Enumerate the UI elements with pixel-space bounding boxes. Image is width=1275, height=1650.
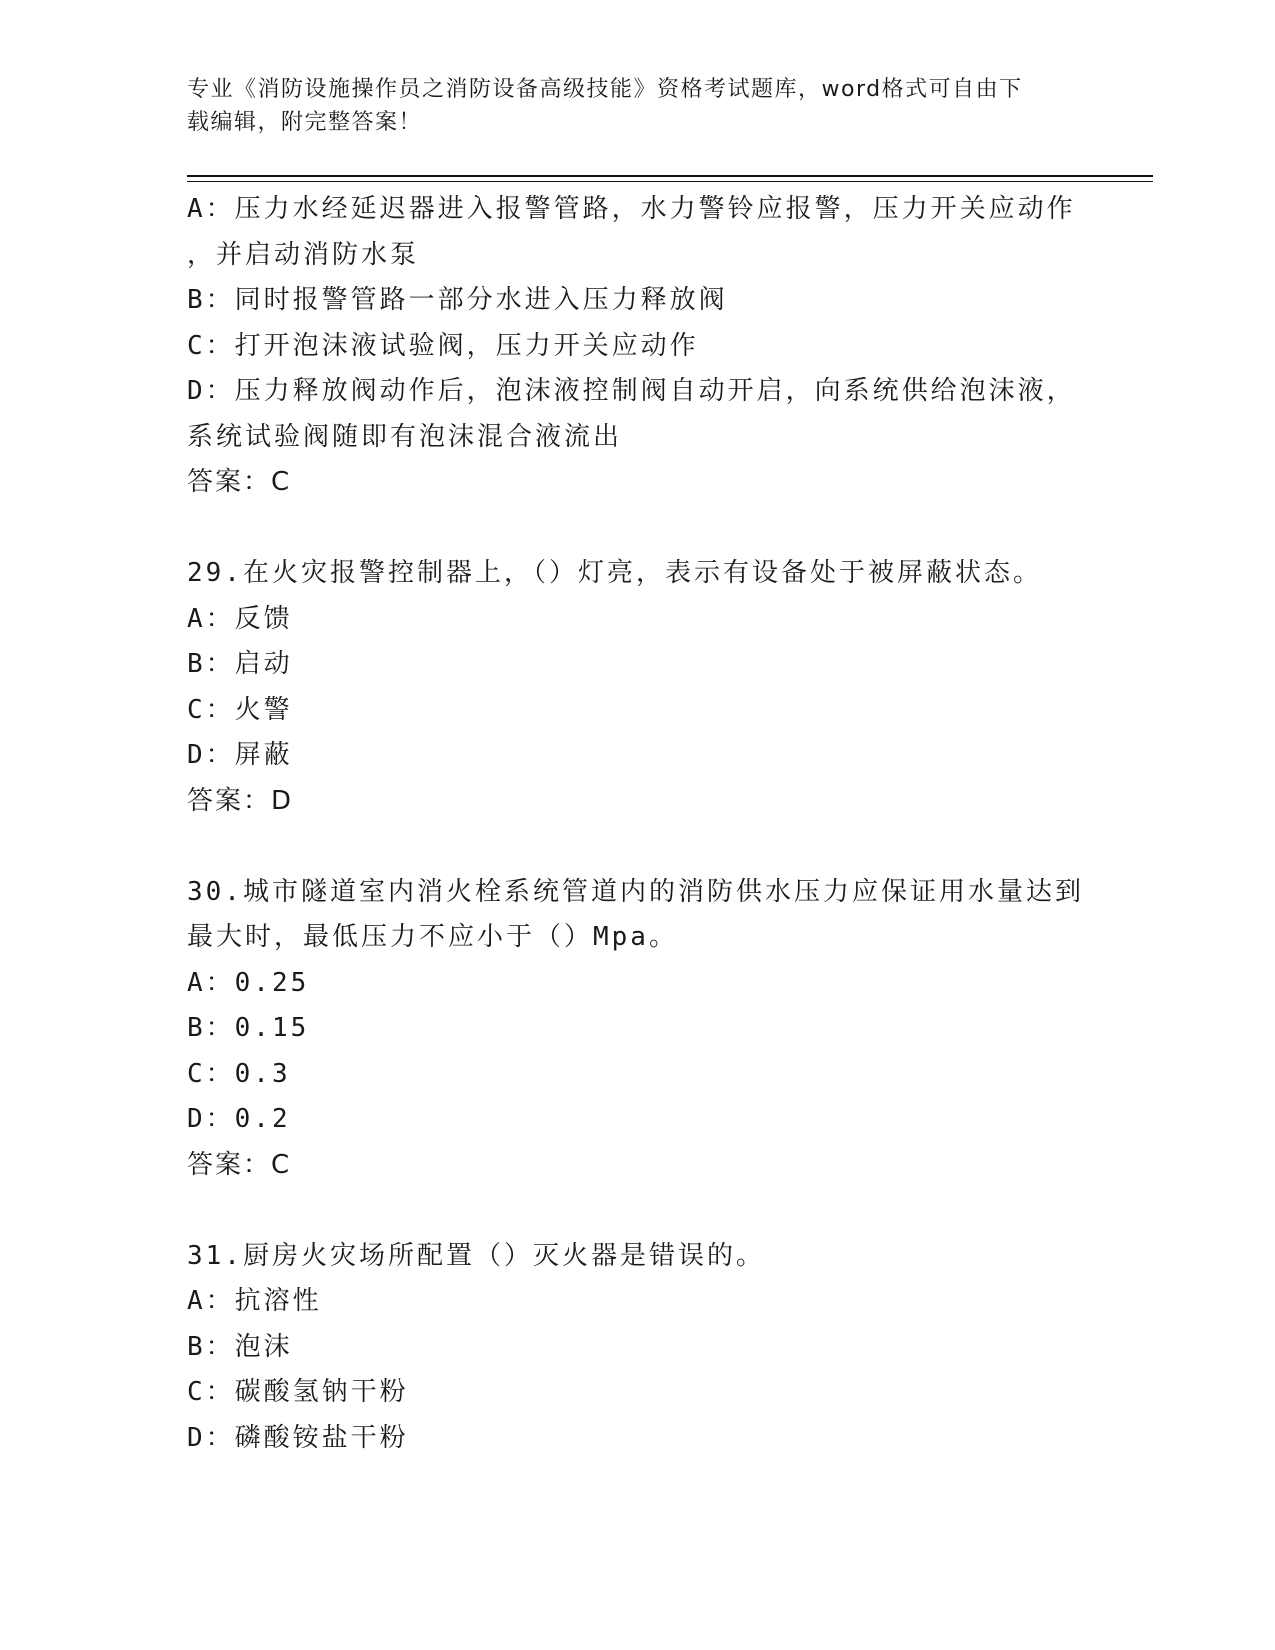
spacer — [187, 1188, 1087, 1234]
option-c: C：打开泡沫液试验阀，压力开关应动作 — [187, 330, 699, 361]
answer-label: 答案：D — [187, 785, 294, 816]
option-b: B：同时报警管路一部分水进入压力释放阀 — [187, 285, 728, 315]
option-d: D：屏蔽 — [187, 740, 293, 770]
header-divider-thin — [187, 181, 1153, 182]
question-text-line-1: 30.城市隧道室内消火栓系统管道内的消防供水压力应保证用水量达到 — [187, 876, 1084, 907]
option-d-line-1: D：压力释放阀动作后，泡沫液控制阀自动开启，向系统供给泡沫液， — [187, 376, 1076, 406]
option-a: A：抗溶性 — [187, 1286, 322, 1316]
spacer — [187, 824, 1087, 870]
option-a: A：0.25 — [187, 967, 310, 998]
option-c: C：碳酸氢钠干粉 — [187, 1377, 409, 1407]
option-a-line-1: A：压力水经延迟器进入报警管路，水力警铃应报警，压力开关应动作 — [187, 194, 1076, 224]
question-28-block — [187, 187, 1087, 506]
header-line-2: 载编辑，附完整答案！ — [187, 110, 423, 135]
question-30-block — [187, 870, 1087, 1189]
answer-label: 答案：C — [187, 1149, 292, 1180]
question-31-block — [187, 1234, 1087, 1462]
option-d-line-2: 系统试验阀随即有泡沫混合液流出 — [187, 421, 623, 452]
question-text: 31.厨房火灾场所配置（）灭火器是错误的。 — [187, 1240, 765, 1271]
question-29-block — [187, 551, 1087, 824]
question-text: 29.在火灾报警控制器上，（）灯亮，表示有设备处于被屏蔽状态。 — [187, 558, 1042, 588]
document-header — [187, 73, 1067, 139]
question-text-line-2: 最大时，最低压力不应小于（）Mpa。 — [187, 922, 678, 952]
option-b: B：启动 — [187, 649, 293, 679]
option-d: D：0.2 — [187, 1104, 291, 1134]
option-b: B：泡沫 — [187, 1331, 293, 1362]
option-a: A：反馈 — [187, 603, 293, 634]
header-divider-thick — [187, 175, 1153, 177]
option-a-line-2: ，并启动消防水泵 — [187, 239, 420, 270]
option-d: D：磷酸铵盐干粉 — [187, 1422, 409, 1453]
question-list — [187, 187, 1087, 1461]
header-line-1: 专业《消防设施操作员之消防设备高级技能》资格考试题库，word格式可自由下 — [187, 77, 1023, 102]
spacer — [187, 506, 1087, 552]
option-b: B：0.15 — [187, 1013, 310, 1043]
option-c: C：0.3 — [187, 1058, 291, 1089]
answer-label: 答案：C — [187, 467, 292, 497]
option-c: C：火警 — [187, 694, 293, 725]
